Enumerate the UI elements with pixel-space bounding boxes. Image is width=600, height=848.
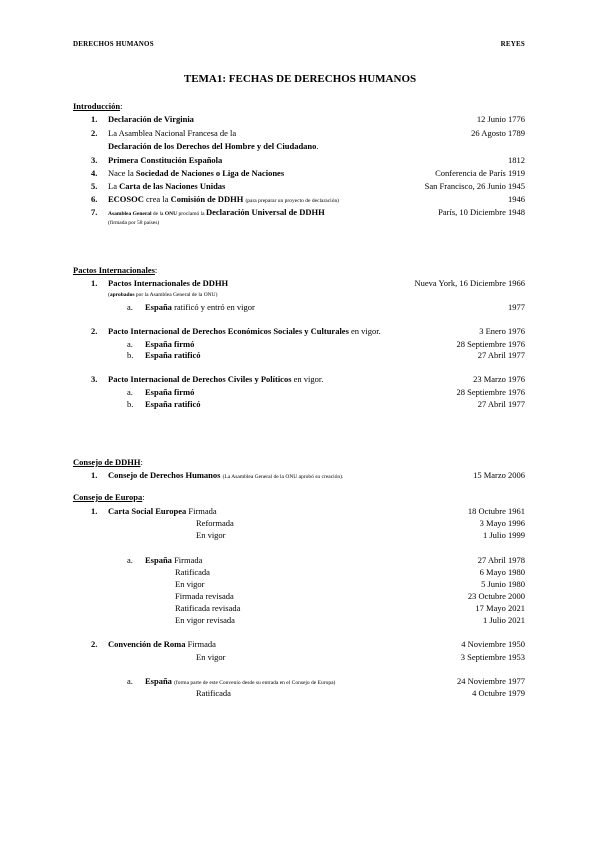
item-number: 2.	[91, 326, 98, 336]
sub-text: España firmó	[145, 339, 195, 349]
item-number: 1.	[91, 114, 98, 124]
item-date: 23 Marzo 1976	[473, 374, 525, 384]
sub-text: España firmó	[145, 387, 195, 397]
item-note: (aprobados por la Asamblea General de la ONU)	[108, 292, 218, 298]
header-right: REYES	[500, 40, 525, 48]
item-text: ECOSOC crea la Comisión de DDHH (para preparar un proyecto de declaración)	[108, 194, 340, 204]
status-date: 4 Octubre 1979	[472, 688, 525, 698]
status-text: En vigor	[196, 652, 226, 662]
item-number: 2.	[91, 639, 98, 649]
sub-text: España ratificó y entró en vigor	[145, 302, 255, 312]
item-text: Pacto Internacional de Derechos Civiles y Políticos en vigor.	[108, 374, 324, 384]
sub-label: a.	[127, 302, 133, 312]
status-date: 17 Mayo 2021	[475, 603, 525, 613]
item-date: 15 Marzo 2006	[473, 470, 525, 480]
sub-label: a.	[127, 339, 133, 349]
sub-text: España ratificó	[145, 399, 201, 409]
status-date: 27 Abril 1978	[477, 555, 525, 565]
sub-label: b.	[127, 399, 134, 409]
status-text: Ratificada revisada	[175, 603, 241, 613]
status-text: En vigor revisada	[175, 615, 235, 625]
item-text: Declaración de Virginia	[108, 114, 194, 124]
status-text: En vigor	[175, 579, 205, 589]
status-date: 3 Mayo 1996	[479, 518, 525, 528]
item-date: 1946	[508, 194, 525, 204]
sub-text: España ratificó	[145, 350, 201, 360]
section-consejo-europa: Consejo de Europa:	[73, 492, 145, 502]
item-number: 3.	[91, 155, 98, 165]
status-date: 24 Noviembre 1977	[457, 676, 525, 686]
item-number: 1.	[91, 278, 98, 288]
sub-date: 1977	[508, 302, 525, 312]
item-date: Nueva York, 16 Diciembre 1966	[414, 278, 525, 288]
item-date: 3 Enero 1976	[479, 326, 525, 336]
status-date: 3 Septiembre 1953	[460, 652, 525, 662]
item-number: 5.	[91, 181, 98, 191]
item-date: París, 10 Diciembre 1948	[438, 207, 525, 217]
item-text: Consejo de Derechos Humanos (La Asamblea General de la ONU aprobó su creación).	[108, 470, 344, 480]
item-date: 4 Noviembre 1950	[461, 639, 525, 649]
sub-text: España Firmada	[145, 555, 203, 565]
status-date: 1 Julio 2021	[482, 615, 525, 625]
item-date: 18 Octubre 1961	[467, 506, 525, 516]
section-consejo-ddhh: Consejo de DDHH:	[73, 457, 143, 467]
sub-date: 28 Septiembre 1976	[456, 387, 525, 397]
status-text: Ratificada	[175, 567, 210, 577]
item-date: 12 Junio 1776	[476, 114, 525, 124]
page-title: TEMA1: FECHAS DE DERECHOS HUMANOS	[183, 73, 417, 85]
sub-label: a.	[127, 387, 133, 397]
sub-date: 27 Abril 1977	[477, 399, 525, 409]
item-number: 6.	[91, 194, 98, 204]
item-number: 4.	[91, 168, 98, 178]
item-text: Primera Constitución Española	[108, 155, 223, 165]
item-number: 1.	[91, 470, 98, 480]
sub-label: a.	[127, 676, 133, 686]
header-left: DERECHOS HUMANOS	[73, 40, 154, 48]
item-number: 2.	[91, 128, 98, 138]
status-text: Ratificada	[196, 688, 231, 698]
item-date: San Francisco, 26 Junio 1945	[424, 181, 525, 191]
item-text: Convención de Roma Firmada	[108, 639, 216, 649]
sub-date: 28 Septiembre 1976	[456, 339, 525, 349]
item-text: Carta Social Europea Firmada	[108, 506, 217, 516]
section-pactos: Pactos Internacionales:	[73, 265, 158, 275]
item-number: 1.	[91, 506, 98, 516]
item-number: 3.	[91, 374, 98, 384]
item-text: Nace la Sociedad de Naciones o Liga de Naciones	[108, 168, 285, 178]
item-text: Pacto Internacional de Derechos Económicos Sociales y Culturales en vigor.	[108, 326, 381, 336]
sub-date: 27 Abril 1977	[477, 350, 525, 360]
item-text: La Asamblea Nacional Francesa de la	[108, 128, 237, 138]
status-text: En vigor	[196, 530, 226, 540]
item-text: Pactos Internacionales de DDHH	[108, 278, 229, 288]
status-date: 5 Junio 1980	[481, 579, 525, 589]
item-date: 26 Agosto 1789	[471, 128, 525, 138]
status-date: 6 Mayo 1980	[479, 567, 525, 577]
sub-label: b.	[127, 350, 134, 360]
section-introduccion: Introducción:	[73, 101, 123, 111]
item-number: 7.	[91, 207, 98, 217]
sub-label: a.	[127, 555, 133, 565]
item-text: Asamblea General de la ONU proclamó la Declaración Universal de DDHH	[108, 207, 325, 217]
status-text: Reformada	[196, 518, 234, 528]
item-text: La Carta de las Naciones Unidas	[108, 181, 226, 191]
item-date: Conferencia de París 1919	[435, 168, 525, 178]
item-note: (firmada por 58 países)	[108, 220, 160, 226]
item-text-cont: Declaración de los Derechos del Hombre y del Ciudadano.	[108, 141, 319, 151]
status-text: Firmada revisada	[175, 591, 234, 601]
sub-text: España (forma parte de este Convenio desde su entrada en el Consejo de Europa)	[145, 676, 336, 686]
status-date: 23 Octubre 2000	[467, 591, 525, 601]
status-date: 1 Julio 1999	[482, 530, 525, 540]
item-date: 1812	[508, 155, 525, 165]
